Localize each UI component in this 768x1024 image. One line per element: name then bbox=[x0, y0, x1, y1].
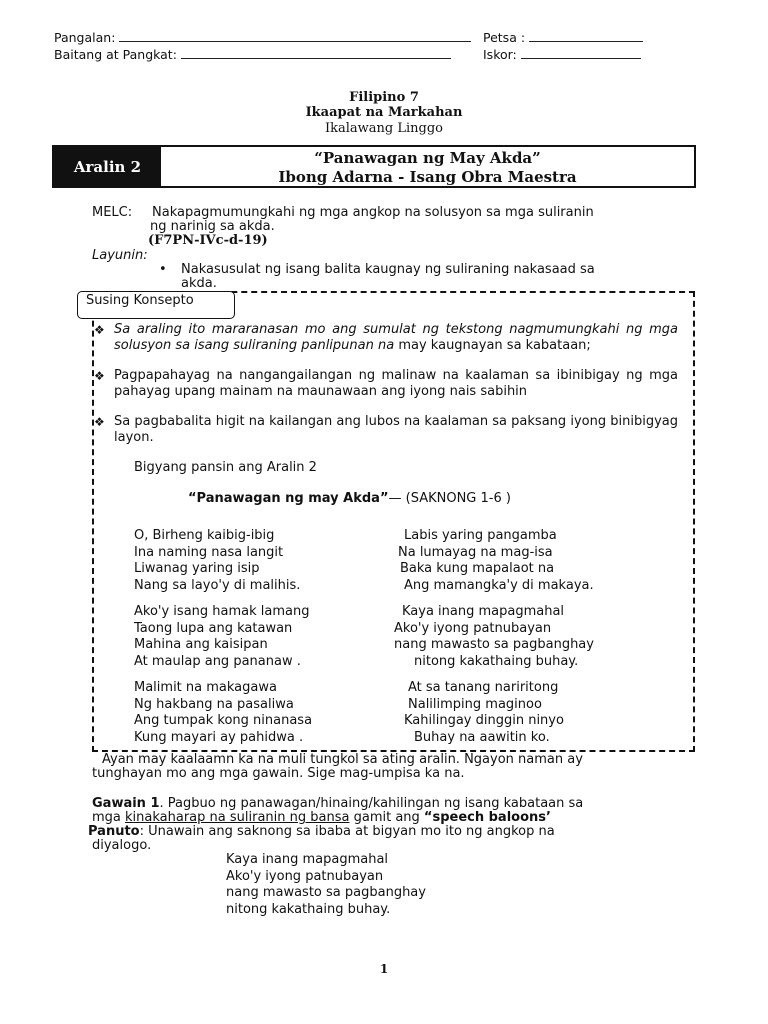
gawain-stanza-line: nitong kakathaing buhay. bbox=[226, 901, 391, 917]
melc-code: (F7PN-IVc-d-19) bbox=[148, 233, 268, 248]
poem-stanza bbox=[394, 604, 594, 670]
poem-line: Ako'y iyong patnubayan bbox=[394, 620, 552, 636]
score-blank[interactable] bbox=[521, 46, 641, 59]
after-box-line2: tunghayan mo ang mga gawain. Sige mag-umpisa ka na. bbox=[92, 766, 465, 781]
layunin-bullet-line2: akda. bbox=[181, 276, 217, 291]
poem-line: O, Birheng kaibig-ibig bbox=[134, 528, 275, 543]
poem-left-column bbox=[134, 528, 312, 756]
name-field bbox=[54, 29, 471, 45]
concept-point-3 bbox=[94, 414, 678, 446]
diamond-bullet-icon: ❖ bbox=[94, 369, 105, 383]
week-title: Ikalawang Linggo bbox=[324, 121, 443, 136]
subject-title: Filipino 7 bbox=[349, 90, 419, 105]
aralin-title bbox=[161, 147, 694, 186]
grade-blank[interactable] bbox=[181, 46, 451, 59]
gawain-text-line1: . Pagbuo ng panawagan/hinaing/kahilingan ng isang kabataan sa bbox=[159, 796, 584, 811]
panuto-label: Panuto bbox=[88, 824, 140, 839]
concept-point-2-text: Pagpapahayag na nangangailangan ng malinaw na kaalaman sa ibinibigay ng mga pahayag upang mainam na maunawaan ang iyong nais sabihin bbox=[114, 368, 678, 399]
aralin-title-line2: Ibong Adarna - Isang Obra Maestra bbox=[278, 168, 577, 186]
poem-heading bbox=[188, 491, 511, 506]
gawain-text-line2-a: mga bbox=[92, 810, 126, 825]
concept-point-1-italic: Sa araling ito mararanasan mo ang sumulat ng tekstong nagmumungkahi ng mga solusyon sa isang suliraning panlipunan na bbox=[114, 322, 678, 353]
melc-label: MELC: bbox=[92, 205, 133, 220]
poem-line: Mahina ang kaisipan bbox=[134, 637, 268, 652]
name-blank[interactable] bbox=[119, 29, 471, 42]
gawain-label: Gawain 1 bbox=[92, 796, 160, 811]
poem-line: nitong kakathaing buhay. bbox=[414, 653, 579, 669]
poem-line: At maulap ang pananaw . bbox=[134, 653, 301, 669]
poem-title: “Panawagan ng may Akda” bbox=[188, 491, 389, 506]
poem-line: Labis yaring pangamba bbox=[404, 528, 557, 543]
quarter-title: Ikaapat na Markahan bbox=[305, 105, 463, 120]
panuto-text-line1: : Unawain ang saknong sa ibaba at bigyan mo ito ng angkop na bbox=[139, 824, 555, 839]
gawain-stanza-line: Ako'y iyong patnubayan bbox=[226, 868, 384, 884]
date-label: Petsa : bbox=[483, 30, 526, 45]
concept-point-2 bbox=[94, 368, 678, 400]
diamond-bullet-icon: ❖ bbox=[94, 323, 105, 337]
melc-text-line1: Nakapagmumungkahi ng mga angkop na solusyon sa mga suliranin bbox=[152, 205, 594, 220]
concept-point-3-text: Sa pagbabalita higit na kailangan ang lubos na kaalaman sa paksang iyong binibigyag layon. bbox=[114, 414, 678, 445]
poem-line: Baka kung mapalaot na bbox=[400, 561, 555, 576]
gawain-text-line2-b: gamit ang bbox=[349, 810, 424, 825]
concept-point-1 bbox=[94, 322, 678, 354]
poem-stanza bbox=[134, 528, 312, 594]
poem-line: At sa tanang nariritong bbox=[408, 680, 559, 695]
layunin-label: Layunin: bbox=[92, 248, 148, 263]
poem-line: Ako'y isang hamak lamang bbox=[134, 604, 310, 619]
gawain-bold-text: “speech baloons’ bbox=[423, 810, 551, 825]
name-label: Pangalan: bbox=[54, 30, 116, 45]
date-blank[interactable] bbox=[529, 29, 643, 42]
page-number: 1 bbox=[379, 962, 389, 976]
poem-line: Malimit na makagawa bbox=[134, 680, 277, 695]
melc-text-line2: ng narinig sa akda. bbox=[150, 219, 275, 234]
poem-range: — (SAKNONG 1-6 ) bbox=[388, 491, 511, 506]
gawain-stanza bbox=[226, 852, 426, 918]
poem-line: Nalilimping maginoo bbox=[408, 696, 542, 712]
score-field bbox=[483, 46, 641, 62]
after-box-line1: Ayan may kaalaamn ka na muli tungkol sa ating aralin. Ngayon naman ay bbox=[102, 752, 583, 767]
poem-line: Nang sa layo'y di malihis. bbox=[134, 577, 301, 593]
poem-stanza bbox=[134, 680, 312, 746]
panuto-text-line2: diyalogo. bbox=[92, 838, 152, 853]
poem-line: Ng hakbang na pasaliwa bbox=[134, 696, 294, 712]
gawain-stanza-line: nang mawasto sa pagbanghay bbox=[226, 885, 426, 900]
poem-line: Na lumayag na mag-isa bbox=[398, 544, 553, 560]
poem-line: Ang tumpak kong ninanasa bbox=[134, 713, 313, 728]
poem-right-column bbox=[394, 528, 594, 756]
poem-line: Kung mayari ay pahidwa . bbox=[134, 729, 304, 745]
concept-intro: Bigyang pansin ang Aralin 2 bbox=[134, 460, 317, 475]
diamond-bullet-icon: ❖ bbox=[94, 415, 105, 429]
aralin-header-box bbox=[52, 145, 696, 188]
panuto-line1 bbox=[88, 824, 555, 839]
poem-line: Taong lupa ang katawan bbox=[134, 620, 293, 636]
gawain-line2 bbox=[92, 810, 551, 825]
layunin-bullet-line1: Nakasusulat ng isang balita kaugnay ng suliraning nakasaad sa bbox=[181, 262, 595, 277]
poem-line: Buhay na aawitin ko. bbox=[414, 729, 550, 745]
concept-point-1-tail: may kaugnayan sa kabataan; bbox=[398, 338, 591, 353]
layunin-bullet-dot: • bbox=[159, 262, 167, 277]
date-field bbox=[483, 29, 643, 45]
poem-line: Ang mamangka'y di makaya. bbox=[404, 577, 594, 593]
aralin-label: Aralin 2 bbox=[54, 147, 161, 186]
poem-stanza bbox=[394, 680, 594, 746]
grade-label: Baitang at Pangkat: bbox=[54, 47, 177, 62]
gawain-stanza-line: Kaya inang mapagmahal bbox=[226, 852, 389, 867]
susing-konsepto-label: Susing Konsepto bbox=[77, 291, 235, 319]
poem-line: nang mawasto sa pagbanghay bbox=[394, 637, 594, 652]
poem-stanza bbox=[134, 604, 312, 670]
aralin-title-line1: “Panawagan ng May Akda” bbox=[314, 149, 541, 167]
score-label: Iskor: bbox=[483, 47, 517, 62]
poem-stanza bbox=[394, 528, 594, 594]
poem-line: Ina naming nasa langit bbox=[134, 544, 284, 560]
gawain-line1 bbox=[92, 796, 583, 811]
poem-line: Liwanag yaring isip bbox=[134, 561, 260, 576]
poem-line: Kaya inang mapagmahal bbox=[402, 604, 565, 619]
grade-field bbox=[54, 46, 451, 62]
poem-line: Kahilingay dinggin ninyo bbox=[404, 713, 564, 728]
gawain-underlined-text: kinakaharap na suliranin ng bansa bbox=[125, 810, 350, 825]
